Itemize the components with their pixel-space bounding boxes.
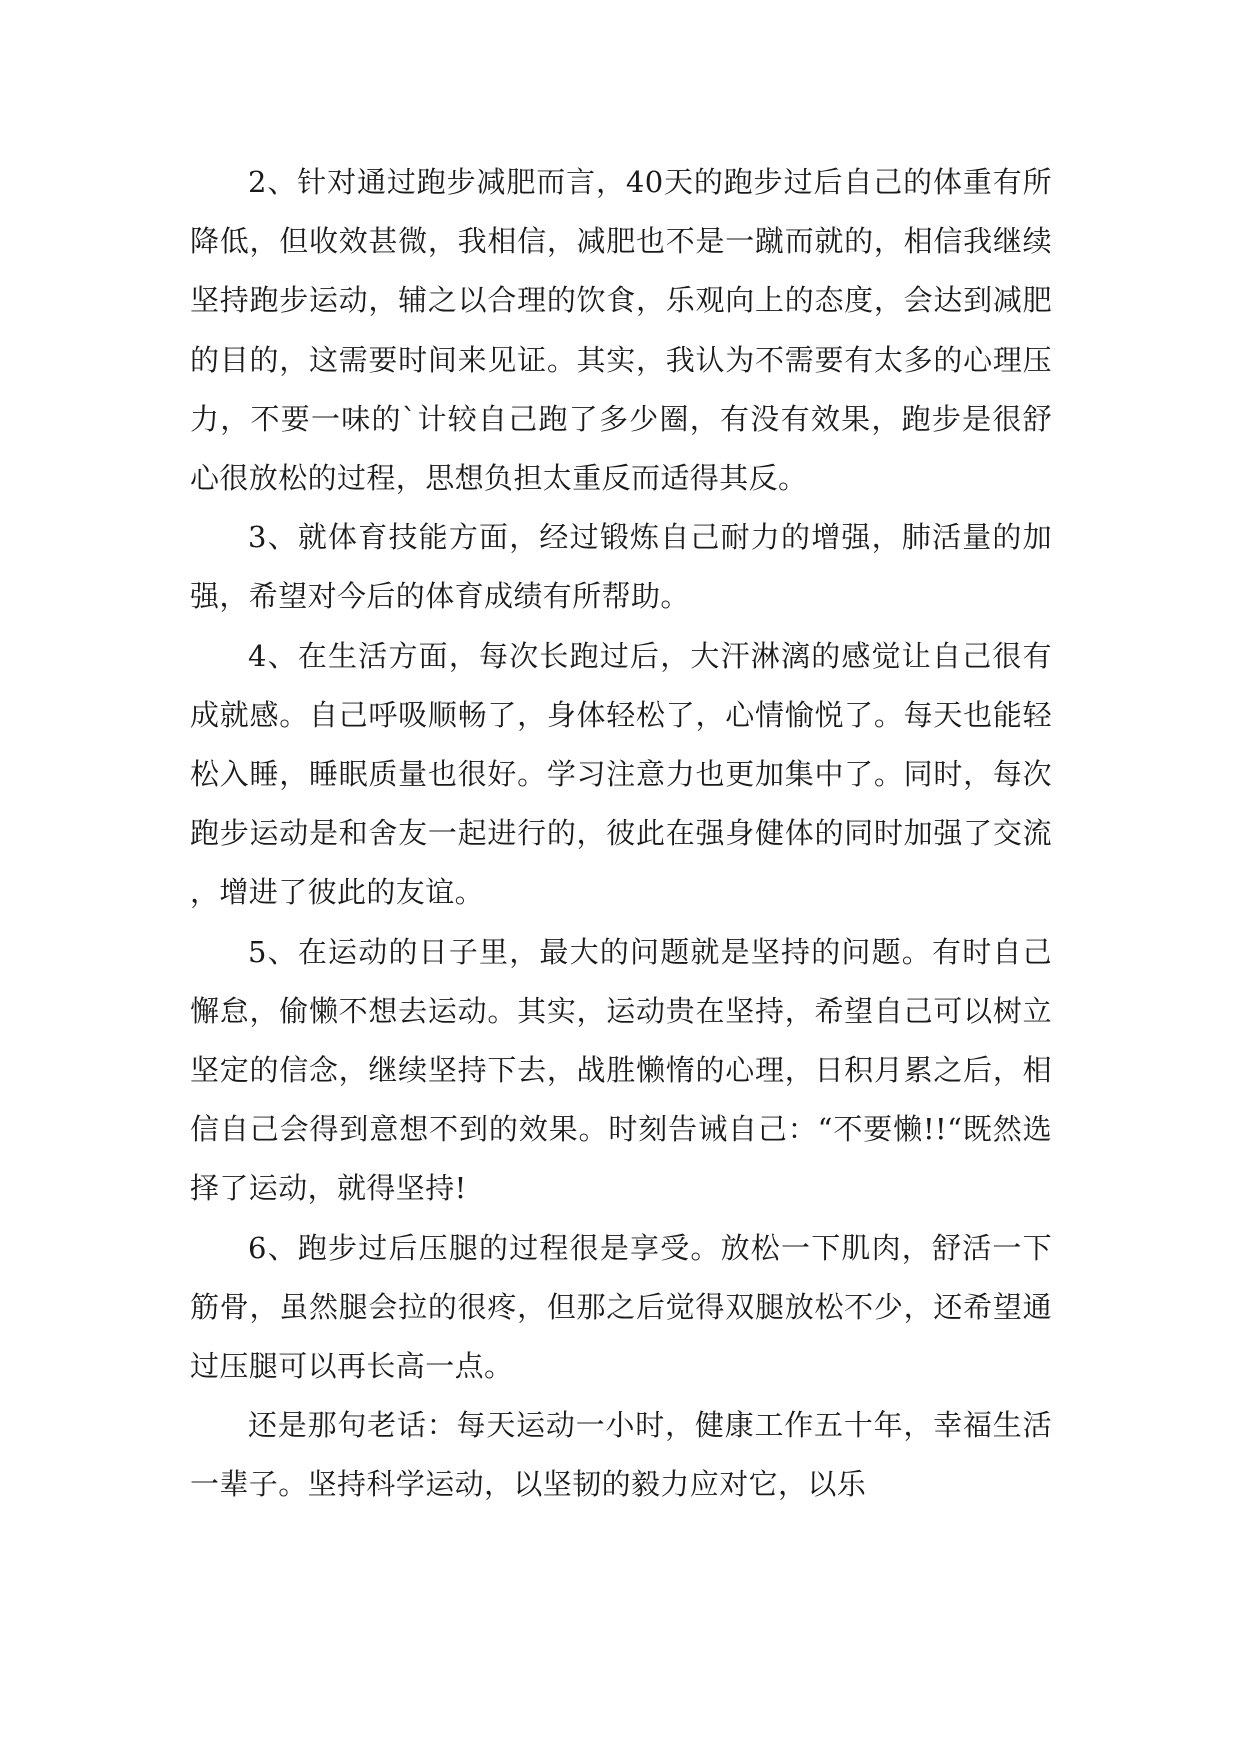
paragraph-2: 2、针对通过跑步减肥而言，40天的跑步过后自己的体重有所降低，但收效甚微，我相信，减肥也不是一蹴而就的，相信我继续坚持跑步运动，辅之以合理的饮食，乐观向上的态度，会达到减肥的目的，这需要时间来见证。其实，我认为不需要有太多的心理压力，不要一味的`计较自己跑了多少圈，有没有效果，跑步是很舒心很放松的过程，思想负担太重反而适得其反。: [190, 165, 1052, 496]
paragraph-6: 6、跑步过后压腿的过程很是享受。放松一下肌肉，舒活一下筋骨，虽然腿会拉的很疼，但那之后觉得双腿放松不少，还希望通过压腿可以再长高一点。: [190, 1230, 1052, 1384]
document-body: [190, 153, 1052, 1515]
paragraph-5: 5、在运动的日子里，最大的问题就是坚持的问题。有时自己懈怠，偷懒不想去运动。其实，运动贵在坚持，希望自己可以树立坚定的信念，继续坚持下去，战胜懒惰的心理，日积月累之后，相信自己会得到意想不到的效果。时刻告诫自己：“不要懒!!“既然选择了运动，就得坚持!: [190, 934, 1052, 1206]
paragraph-3: 3、就体育技能方面，经过锻炼自己耐力的增强，肺活量的加强，希望对今后的体育成绩有所帮助。: [190, 520, 1052, 614]
paragraph-closing: 还是那句老话：每天运动一小时，健康工作五十年，幸福生活一辈子。坚持科学运动，以坚韧的毅力应对它，以乐: [190, 1408, 1052, 1502]
paragraph-4: 4、在生活方面，每次长跑过后，大汗淋漓的感觉让自己很有成就感。自己呼吸顺畅了，身体轻松了，心情愉悦了。每天也能轻松入睡，睡眠质量也很好。学习注意力也更加集中了。同时，每次跑步运动是和舍友一起进行的，彼此在强身健体的同时加强了交流，增进了彼此的友谊。: [190, 638, 1052, 910]
